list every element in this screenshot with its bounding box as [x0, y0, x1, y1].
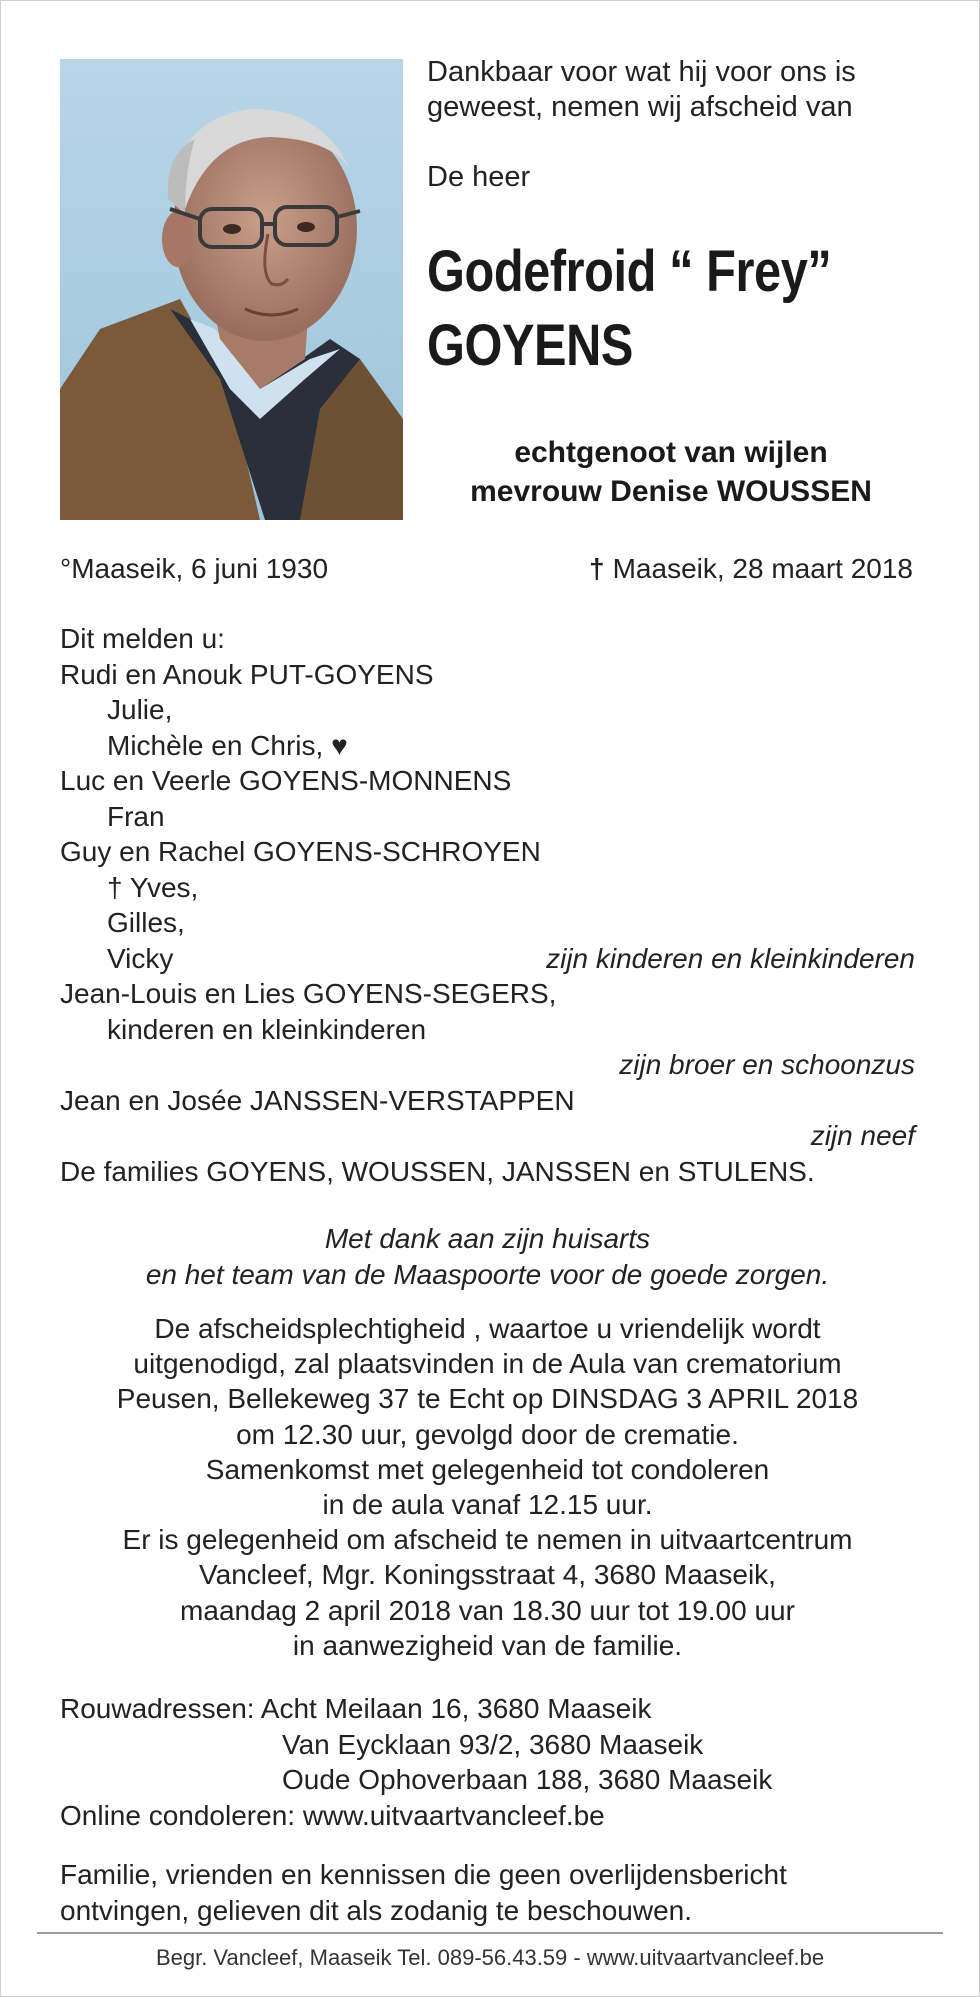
birth-date: °Maaseik, 6 juni 1930 [60, 553, 329, 584]
family-row [60, 976, 915, 1012]
online-condolence: Online condoleren: www.uitvaartvancleef.be [60, 1799, 605, 1831]
family-row [60, 834, 915, 870]
footer-divider [37, 1932, 943, 1934]
honorific: De heer [427, 161, 531, 193]
family-row [60, 728, 915, 764]
thanks-text [60, 1221, 915, 1293]
address-item: Oude Ophoverbaan 188, 3680 Maaseik [282, 1764, 773, 1795]
family-heading: Dit melden u: [60, 623, 225, 654]
ceremony-line: maandag 2 april 2018 van 18.30 uur tot 19.00 uur [180, 1594, 795, 1626]
family-member: Michèle en Chris, ♥ [107, 729, 348, 761]
funeral-home-footer: Begr. Vancleef, Maaseik Tel. 089-56.43.59 - www.uitvaartvancleef.be [155, 1945, 825, 1970]
family-member: kinderen en kleinkinderen [107, 1013, 427, 1045]
intro-line: Dankbaar voor wat hij voor ons is [427, 56, 856, 88]
intro-text [427, 55, 856, 125]
ceremony-line: in de aula vanaf 12.15 uur. [322, 1489, 653, 1521]
family-row [60, 870, 915, 906]
mourning-addresses [60, 1691, 772, 1833]
family-member: † Yves, [107, 871, 199, 903]
ceremony-line: in aanwezigheid van de familie. [292, 1629, 683, 1661]
address-label: Rouwadressen: [60, 1693, 261, 1724]
family-row [60, 905, 915, 941]
death-date-text: Maaseik, 28 maart 2018 [612, 553, 913, 584]
cross-icon: † [589, 553, 605, 584]
family-row [60, 1154, 915, 1190]
notice-line: ontvingen, gelieven dit als zodanig te beschouwen. [60, 1894, 692, 1926]
ceremony-text [60, 1311, 915, 1663]
ceremony-line: om 12.30 uur, gevolgd door de crematie. [236, 1418, 739, 1450]
address-item: Van Eycklaan 93/2, 3680 Maaseik [282, 1728, 704, 1760]
ceremony-line: De afscheidsplechtigheid , waartoe u vriendelijk wordt [154, 1313, 821, 1344]
last-name: GOYENS [427, 313, 633, 378]
family-member: Fran [107, 800, 165, 832]
family-row [60, 1118, 915, 1154]
family-member: Jean en Josée JANSSEN-VERSTAPPEN [60, 1084, 575, 1116]
address-item: Acht Meilaan 16, 3680 Maaseik [260, 1693, 652, 1724]
family-member: Rudi en Anouk PUT-GOYENS [60, 658, 434, 690]
spouse-relation: echtgenoot van wijlen [514, 436, 828, 469]
intro-line: geweest, nemen wij afscheid van [427, 91, 853, 123]
family-row [60, 763, 915, 799]
family-relation: zijn neef [810, 1120, 915, 1151]
family-row [60, 1083, 915, 1119]
spouse-line [427, 433, 915, 511]
family-row [60, 941, 915, 977]
family-member: Gilles, [107, 907, 185, 938]
family-row [60, 657, 915, 693]
portrait-illustration [60, 59, 403, 520]
ceremony-line: uitgenodigd, zal plaatsvinden in de Aula van crematorium [133, 1348, 842, 1380]
family-row [60, 1012, 915, 1048]
notice-text [60, 1857, 787, 1928]
thanks-line: Met dank aan zijn huisarts [324, 1223, 651, 1254]
family-row [60, 692, 915, 728]
ceremony-line: Peusen, Bellekeweg 37 te Echt op DINSDAG 3 APRIL 2018 [116, 1383, 859, 1415]
family-member: Guy en Rachel GOYENS-SCHROYEN [60, 836, 541, 867]
family-row [60, 799, 915, 835]
first-name: Godefroid “ Frey” [427, 239, 832, 304]
ceremony-line: Samenkomst met gelegenheid tot condoleren [205, 1453, 770, 1485]
family-relation: zijn kinderen en kleinkinderen [546, 942, 915, 974]
family-relation: zijn broer en schoonzus [619, 1049, 915, 1080]
family-member: Vicky [107, 942, 174, 974]
death-date [589, 553, 913, 585]
family-member: Jean-Louis en Lies GOYENS-SEGERS, [60, 978, 557, 1009]
family-member: Luc en Veerle GOYENS-MONNENS [60, 765, 512, 796]
ceremony-line: Er is gelegenheid om afscheid te nemen in uitvaartcentrum [122, 1524, 853, 1556]
portrait-photo [60, 59, 403, 520]
notice-line: Familie, vrienden en kennissen die geen overlijdensbericht [60, 1859, 787, 1890]
thanks-line: en het team van de Maaspoorte voor de goede zorgen. [145, 1259, 830, 1290]
family-list [60, 621, 915, 1189]
address-row [60, 1691, 772, 1727]
family-member: De families GOYENS, WOUSSEN, JANSSEN en STULENS. [60, 1155, 815, 1187]
ceremony-line: Vancleef, Mgr. Koningsstraat 4, 3680 Maaseik, [199, 1559, 776, 1591]
deceased-name [427, 235, 831, 383]
family-row [60, 1047, 915, 1083]
spouse-name: mevrouw Denise WOUSSEN [470, 475, 872, 508]
family-member: Julie, [107, 694, 173, 725]
